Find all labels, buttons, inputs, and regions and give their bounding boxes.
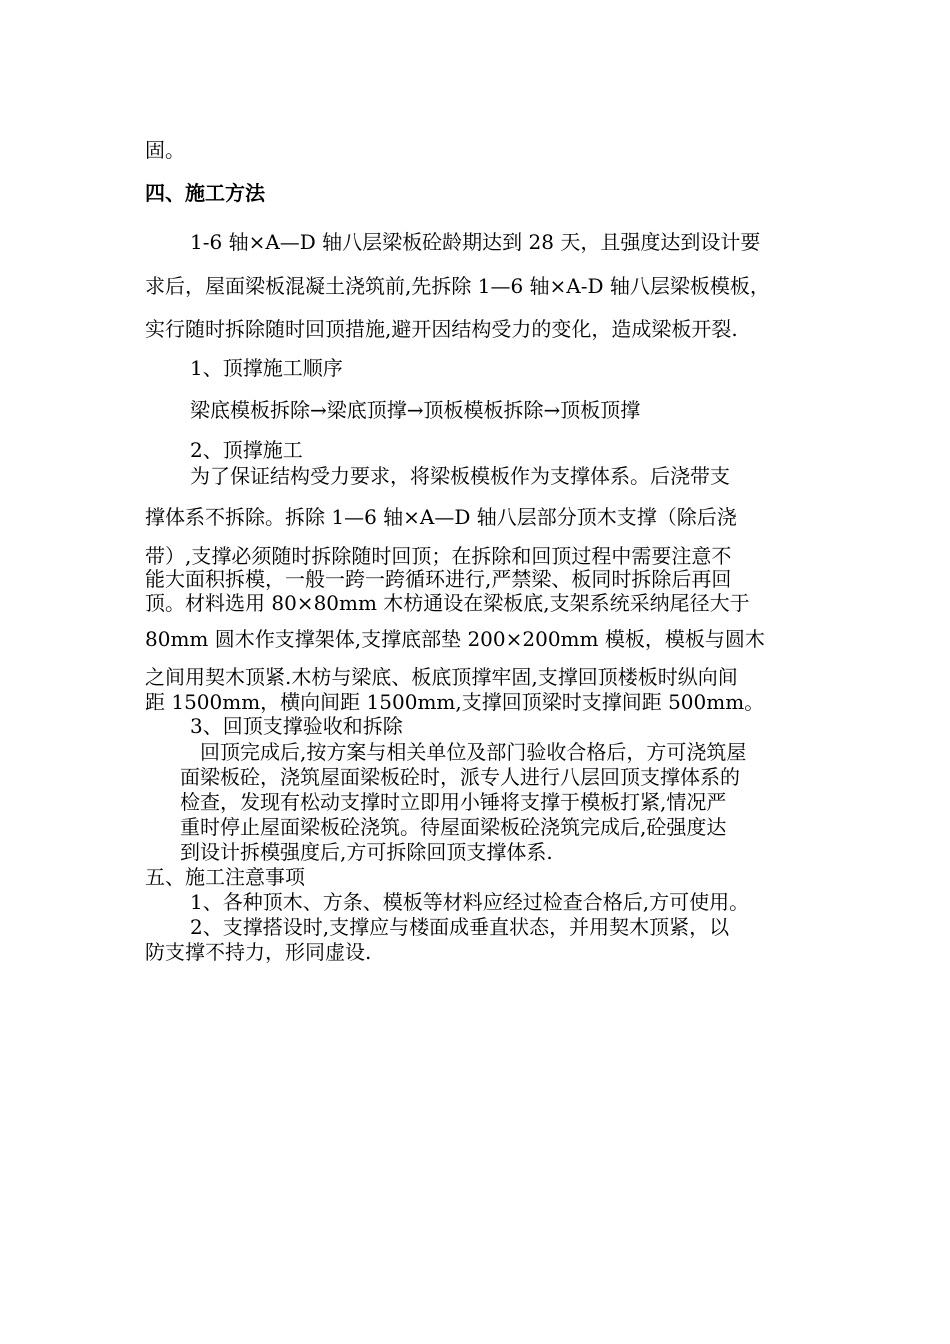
paragraph-line: 1-6 轴×A—D 轴八层梁板砼龄期达到 28 天，且强度达到设计要 [190,230,761,254]
paragraph-line: 距 1500mm，横向间距 1500mm,支撑回顶梁时支撑间距 500mm。 [145,690,765,714]
paragraph-line: 面梁板砼，浇筑屋面梁板砼时，派专人进行八层回顶支撑体系的 [180,765,740,789]
paragraph-line: 求后，屋面梁板混凝土浇筑前,先拆除 1—6 轴×A-D 轴八层梁板模板， [145,274,770,298]
section-heading-precautions: 五、施工注意事项 [145,865,305,889]
precaution-item: 1、各种顶木、方条、模板等材料应经过检查合格后,方可使用。 [190,890,750,914]
precaution-item: 2、支撑搭设时,支撑应与楼面成垂直状态，并用契木顶紧，以 [190,915,730,939]
paragraph-line: 能大面积拆模，一般一跨一跨循环进行,严禁梁、板同时拆除后再回 [145,567,732,591]
paragraph-line: 为了保证结构受力要求，将梁板模板作为支撑体系。后浇带支 [190,464,730,488]
paragraph-line: 防支撑不持力，形同虚设. [145,940,372,964]
paragraph-line: 之间用契木顶紧.木枋与梁底、板底顶撑牢固,支撑回顶楼板时纵向间 [145,665,738,689]
paragraph-line: 80mm 圆木作支撑架体,支撑底部垫 200×200mm 模板，模板与圆木 [145,627,765,651]
subheading-shoring-acceptance: 3、回顶支撑验收和拆除 [190,714,403,738]
paragraph-line: 到设计拆模强度后,方可拆除回顶支撑体系. [180,840,553,864]
shoring-sequence-steps: 梁底模板拆除→梁底顶撑→顶板模板拆除→顶板顶撑 [190,398,641,422]
text-line-continuation: 固。 [145,138,185,162]
paragraph-line: 撑体系不拆除。拆除 1—6 轴×A—D 轴八层部分顶木支撑（除后浇 [145,505,737,529]
paragraph-line: 回顶完成后,按方案与相关单位及部门验收合格后，方可浇筑屋 [200,740,747,764]
paragraph-line: 重时停止屋面梁板砼浇筑。待屋面梁板砼浇筑完成后,砼强度达 [180,815,727,839]
paragraph-line: 带）,支撑必须随时拆除随时回顶；在拆除和回顶过程中需要注意不 [145,544,732,568]
paragraph-line: 检查，发现有松动支撑时立即用小锤将支撑于模板打紧,情况严 [180,790,727,814]
subheading-shoring-sequence: 1、顶撑施工顺序 [190,356,343,380]
subheading-shoring-construction: 2、顶撑施工 [190,438,303,462]
paragraph-line: 顶。材料选用 80×80mm 木枋通设在梁板底,支架系统采纳尾径大于 [145,591,750,615]
paragraph-line: 实行随时拆除随时回顶措施,避开因结构受力的变化，造成梁板开裂. [145,317,738,341]
section-heading-construction-method: 四、施工方法 [145,181,265,205]
